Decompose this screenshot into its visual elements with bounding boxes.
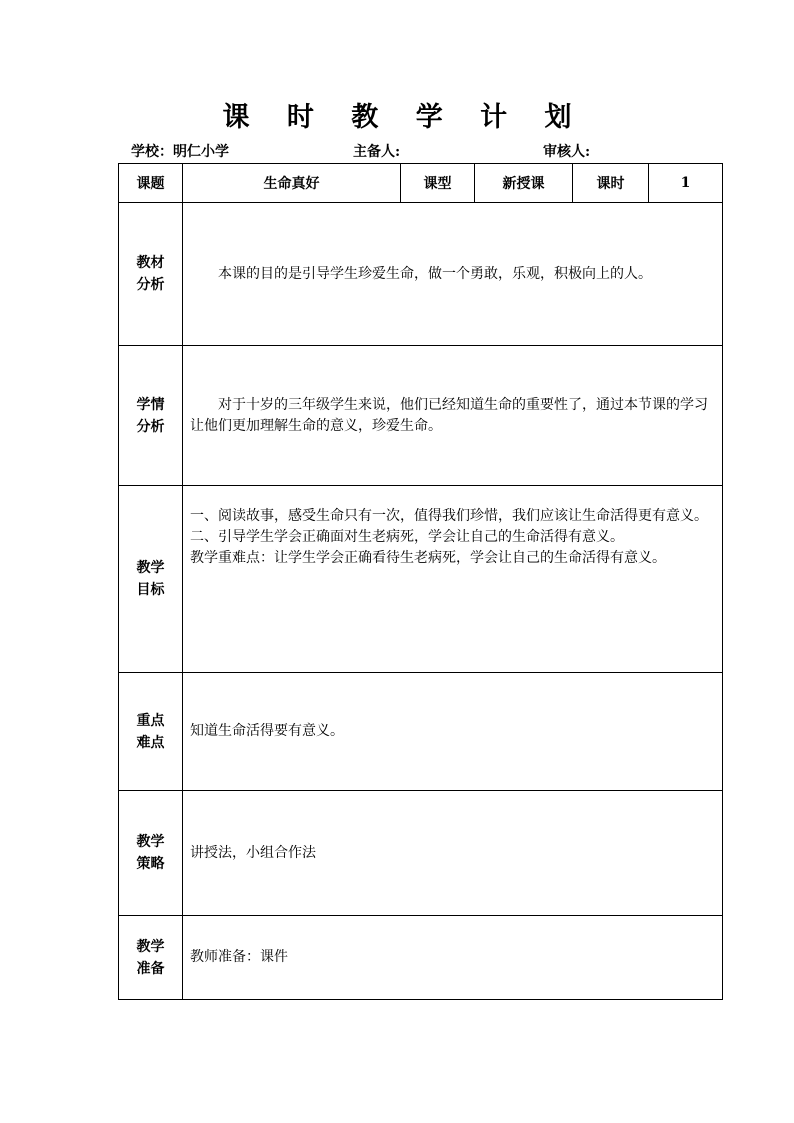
periods-value: 1 (649, 164, 723, 203)
teaching-preparation-label: 教学 准备 (119, 916, 183, 1000)
material-analysis-content (183, 203, 723, 346)
material-analysis-row (119, 203, 723, 346)
learner-analysis-text: 对于十岁的三年级学生来说，他们已经知道生命的重要性了，通过本节课的学习让他们更加理解生命的意义，珍爱生命。 (190, 396, 708, 434)
teaching-preparation-row (119, 916, 723, 1000)
type-label: 课型 (401, 164, 475, 203)
teaching-strategy-content (183, 791, 723, 916)
key-points-content (183, 673, 723, 791)
course-info-row (119, 164, 723, 203)
school-info (131, 141, 229, 161)
teaching-goals-content (183, 486, 723, 673)
learner-analysis-row (119, 346, 723, 486)
teaching-strategy-text: 讲授法，小组合作法 (190, 844, 316, 861)
key-points-text: 知道生命活得要有意义。 (190, 723, 344, 739)
preparer-label: 主备人: (353, 144, 401, 160)
key-points-label: 重点 难点 (119, 673, 183, 791)
teaching-preparation-content (183, 916, 723, 1000)
goal-line-1: 一、阅读故事，感受生命只有一次，值得我们珍惜，我们应该让生命活得更有意义。 (190, 508, 708, 524)
learner-analysis-label: 学情 分析 (119, 346, 183, 486)
topic-value: 生命真好 (183, 164, 401, 203)
teaching-preparation-text: 教师准备：课件 (190, 949, 288, 965)
learner-analysis-content (183, 346, 723, 486)
material-analysis-text: 本课的目的是引导学生珍爱生命，做一个勇敢，乐观，积极向上的人。 (218, 265, 652, 282)
document-title: 课 时 教 学 计 划 (222, 102, 586, 133)
teaching-strategy-label: 教学 策略 (119, 791, 183, 916)
school-value: 明仁小学 (173, 144, 229, 160)
lesson-plan-table (118, 163, 723, 1000)
material-analysis-label: 教材 分析 (119, 203, 183, 346)
key-points-row (119, 673, 723, 791)
periods-label: 课时 (573, 164, 649, 203)
reviewer-label: 审核人: (543, 144, 591, 160)
teaching-strategy-row (119, 791, 723, 916)
goal-line-2: 二、引导学生学会正确面对生老病死，学会让自己的生命活得有意义。 (190, 529, 624, 545)
type-value: 新授课 (475, 164, 573, 203)
teaching-goals-row (119, 486, 723, 673)
teaching-goals-label: 教学 目标 (119, 486, 183, 673)
school-label: 学校： (131, 144, 173, 160)
goal-key-difficulty: 教学重难点：让学生学会正确看待生老病死，学会让自己的生命活得有意义。 (190, 550, 666, 566)
topic-label: 课题 (119, 164, 183, 203)
